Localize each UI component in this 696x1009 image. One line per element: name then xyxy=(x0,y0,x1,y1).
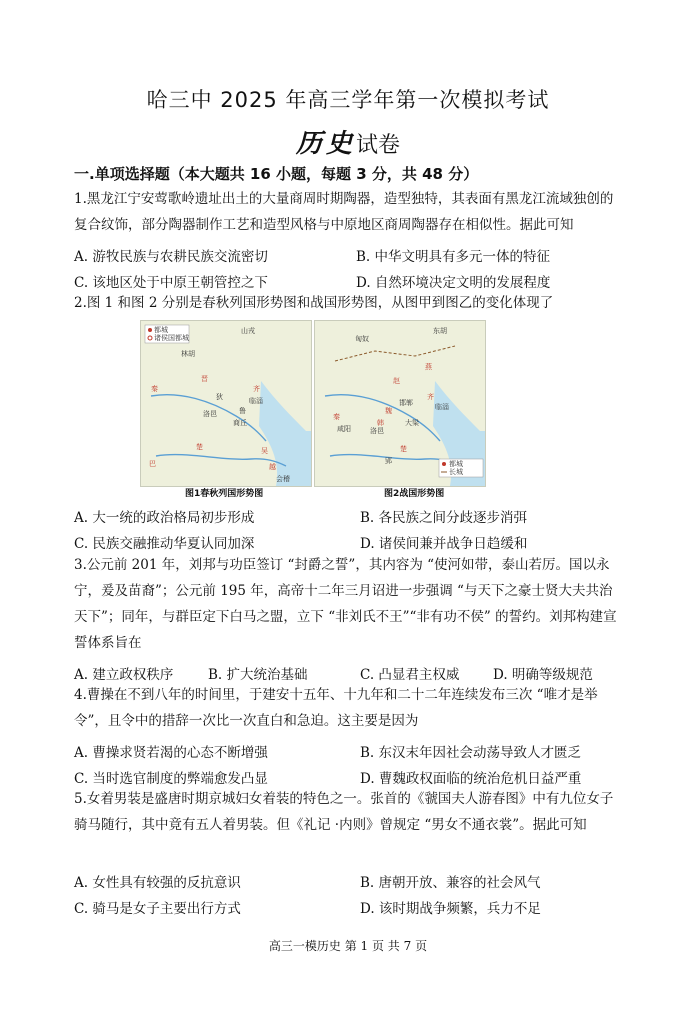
map1-label: 洛邑 xyxy=(203,410,217,418)
map2-label: 魏 xyxy=(385,407,392,415)
q4-option-c: C. 当时选官制度的弊端愈发凸显 xyxy=(74,771,268,787)
map2-label: 邯郸 xyxy=(399,399,413,407)
q2-option-a: A. 大一统的政治格局初步形成 xyxy=(74,510,255,526)
q4-option-b: B. 东汉末年因社会动荡导致人才匮乏 xyxy=(360,745,582,761)
map2-label: 楚 xyxy=(400,445,407,453)
map1-label: 吴 xyxy=(261,447,268,455)
figure-2-caption: 图2战国形势图 xyxy=(384,489,445,499)
map1-label: 狄 xyxy=(216,393,223,401)
map1-label: 临淄 xyxy=(249,397,263,405)
map1-label: 会稽 xyxy=(276,475,290,483)
map2-legend-2: 长城 xyxy=(449,468,463,476)
question-2-stem: 2.图 1 和图 2 分别是春秋列国形势图和战国形势图，从图甲到图乙的变化体现了 xyxy=(74,295,554,311)
spring-autumn-map xyxy=(140,320,312,487)
map2-label: 秦 xyxy=(333,413,340,421)
map1-label: 山戎 xyxy=(241,327,255,335)
q2-option-d: D. 诸侯间兼并战争日趋缓和 xyxy=(360,536,528,552)
map1-label: 齐 xyxy=(253,385,260,393)
map1-label: 林胡 xyxy=(181,350,195,358)
spring-autumn-map-svg xyxy=(141,321,311,486)
q4-option-d: D. 曹魏政权面临的统治危机日益严重 xyxy=(360,771,582,787)
map2-label: 大梁 xyxy=(405,419,419,427)
q1-option-a: A. 游牧民族与农耕民族交流密切 xyxy=(74,249,268,265)
q1-option-d: D. 自然环境决定文明的发展程度 xyxy=(356,275,551,291)
map1-legend-1: 都城 xyxy=(154,326,168,334)
page-footer: 高三一模历史 第 1 页 共 7 页 xyxy=(268,939,428,953)
warring-states-map-svg xyxy=(315,321,485,486)
q5-option-d: D. 该时期战争频繁，兵力不足 xyxy=(360,901,541,917)
figure-maps xyxy=(140,320,484,500)
map1-legend-dot-1 xyxy=(148,328,152,332)
subject-suffix: 试卷 xyxy=(356,133,401,158)
q5-option-c: C. 骑马是女子主要出行方式 xyxy=(74,901,241,917)
subject-name: 历史 xyxy=(295,129,356,159)
map2-label: 匈奴 xyxy=(355,335,369,343)
map2-legend-dot xyxy=(442,462,446,466)
map1-label: 秦 xyxy=(151,385,158,393)
q3-option-a: A. 建立政权秩序 xyxy=(74,667,174,683)
q1-option-b: B. 中华文明具有多元一体的特征 xyxy=(356,249,551,265)
map2-label: 洛邑 xyxy=(370,427,384,435)
q3-option-c: C. 凸显君主权威 xyxy=(360,667,460,683)
map2-legend-1: 都城 xyxy=(449,460,463,468)
map2-label: 齐 xyxy=(427,393,434,401)
map2-label: 郢 xyxy=(385,457,392,465)
q5-option-a: A. 女性具有较强的反抗意识 xyxy=(74,875,241,891)
q4-option-a: A. 曹操求贤若渴的心态不断增强 xyxy=(74,745,268,761)
map2-label: 赵 xyxy=(393,377,400,385)
q3-option-d: D. 明确等级规范 xyxy=(493,667,593,683)
map2-label: 咸阳 xyxy=(337,425,351,433)
map1-legend-2: 诸侯国都城 xyxy=(154,334,189,342)
map1-label: 商丘 xyxy=(233,419,247,427)
map1-label: 楚 xyxy=(196,443,203,451)
map1-label: 晋 xyxy=(201,375,208,383)
exam-title: 哈三中 2025 年高三学年第一次模拟考试 xyxy=(146,88,550,112)
map2-label: 韩 xyxy=(377,419,384,427)
q1-option-c: C. 该地区处于中原王朝管控之下 xyxy=(74,275,268,291)
question-1-stem: 1.黑龙江宁安莺歌岭遗址出土的大量商周时期陶器，造型独特，其表面有黑龙江流域独创的复合纹饰，部分陶器制作工艺和造型风格与中原地区商周陶器存在相似性。据此可知 xyxy=(74,191,614,233)
q3-option-b: B. 扩大统治基础 xyxy=(208,667,308,683)
question-4-stem: 4.曹操在不到八年的时间里，于建安十五年、十九年和二十二年连续发布三次 “唯才是举令”，且令中的措辞一次比一次直白和急迫。这主要是因为 xyxy=(74,687,598,729)
map1-label: 越 xyxy=(269,463,276,471)
map2-label: 东胡 xyxy=(433,327,447,335)
map2-label: 燕 xyxy=(425,363,432,371)
map2-label: 临淄 xyxy=(435,403,449,411)
q5-option-b: B. 唐朝开放、兼容的社会风气 xyxy=(360,875,541,891)
warring-states-map xyxy=(314,320,486,487)
exam-subtitle xyxy=(0,123,696,160)
section-heading: 一.单项选择题（本大题共 16 小题，每题 3 分，共 48 分） xyxy=(74,165,479,183)
map1-label: 巴 xyxy=(149,460,156,468)
figure-1-caption: 图1春秋列国形势图 xyxy=(185,489,264,499)
q2-option-b: B. 各民族之间分歧逐步消弭 xyxy=(360,510,528,526)
question-5-stem: 5.女着男装是盛唐时期京城妇女着装的特色之一。张首的《虢国夫人游春图》中有九位女子骑马随行，其中竟有五人着男装。但《礼记 ·内则》曾规定 “男女不通衣裳”。据此可知 xyxy=(74,791,614,833)
q2-option-c: C. 民族交融推动华夏认同加深 xyxy=(74,536,255,552)
question-3-stem: 3.公元前 201 年，刘邦与功臣签订 “封爵之誓”，其内容为 “使河如带，泰山若厉。国以永宁，爰及苗裔”；公元前 195 年，高帝十二年三月诏进一步强调 “与天下之豪士贤大夫共治天下”；同年，与群臣定下白马之盟，立下 “非刘氏不王”“非有功不侯” 的誓约。刘邦构建宣誓体系旨在 xyxy=(74,557,617,651)
map1-label: 鲁 xyxy=(239,407,246,415)
